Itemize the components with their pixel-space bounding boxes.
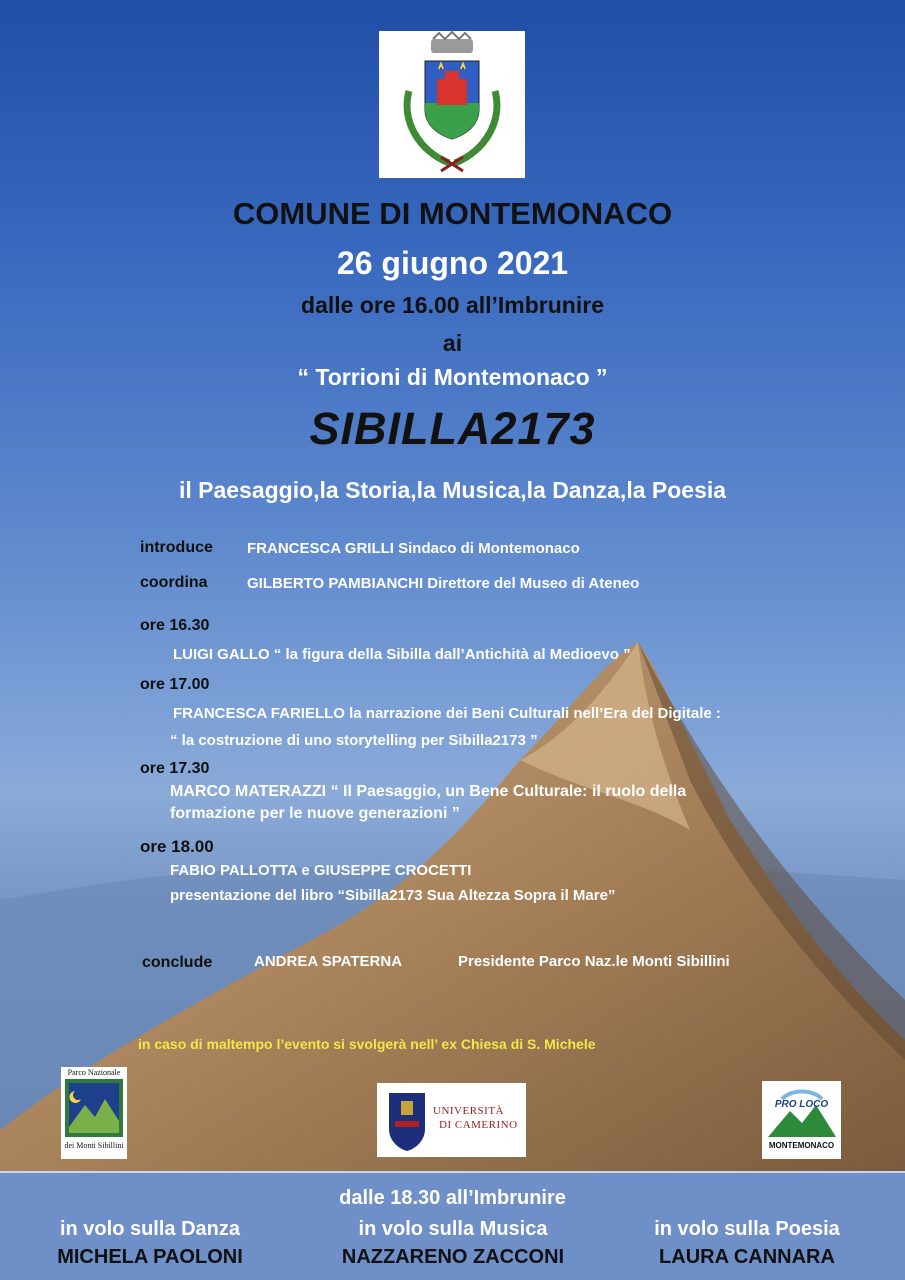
ai-text: ai xyxy=(442,330,463,356)
proloco-logo xyxy=(762,1081,841,1159)
footer-danza-title: in volo sulla Danza xyxy=(59,1218,241,1240)
maltempo-note: in caso di maltempo l’evento si svolgerà nell’ ex Chiesa di S. Michele xyxy=(138,1036,596,1052)
event-time: dalle ore 16.00 all’Imbrunire xyxy=(301,292,604,318)
crest-icon xyxy=(379,31,525,178)
unicam-logo-line2: DI CAMERINO xyxy=(439,1119,518,1131)
conclude-label: conclude xyxy=(142,954,213,971)
footer-band xyxy=(0,1171,905,1280)
crest-logo xyxy=(379,31,525,178)
time-1800: ore 18.00 xyxy=(140,837,214,856)
comune-title: COMUNE DI MONTEMONACO xyxy=(232,196,673,231)
talk-materazzi-1: MARCO MATERAZZI “ Il Paesaggio, un Bene Culturale: il ruolo della xyxy=(170,783,687,800)
unicam-logo xyxy=(377,1083,526,1157)
proloco-logo-line1: PRO LOCO xyxy=(774,1099,829,1110)
event-title: SIBILLA2173 xyxy=(309,403,596,454)
footer-poesia-title: in volo sulla Poesia xyxy=(654,1218,840,1240)
time-1730: ore 17.30 xyxy=(140,760,210,777)
introduce-text: FRANCESCA GRILLI Sindaco di Montemonaco xyxy=(247,540,580,557)
introduce-label: introduce xyxy=(140,539,213,556)
parco-logo-line2: dei Monti Sibillini xyxy=(64,1141,124,1150)
talk-pallotta-1: FABIO PALLOTTA e GIUSEPPE CROCETTI xyxy=(170,862,472,879)
proloco-logo-line2: MONTEMONACO xyxy=(768,1141,835,1150)
talk-pallotta-2: presentazione del libro “Sibilla2173 Sua Altezza Sopra il Mare” xyxy=(170,887,616,904)
conclude-role: Presidente Parco Naz.le Monti Sibillini xyxy=(458,953,730,970)
footer-poesia-name: LAURA CANNARA xyxy=(659,1246,835,1268)
talk-fariello-2: “ la costruzione di uno storytelling per Sibilla2173 ” xyxy=(170,732,538,749)
coordina-label: coordina xyxy=(140,574,208,591)
conclude-name: ANDREA SPATERNA xyxy=(254,953,403,970)
talk-materazzi-2: formazione per le nuove generazioni ” xyxy=(170,805,460,822)
talk-gallo: LUIGI GALLO “ la figura della Sibilla dall’Antichità al Medioevo ” xyxy=(173,646,631,663)
coordina-text: GILBERTO PAMBIANCHI Direttore del Museo di Ateneo xyxy=(247,575,640,592)
footer-musica-title: in volo sulla Musica xyxy=(358,1218,548,1240)
talk-fariello-1: FRANCESCA FARIELLO la narrazione dei Beni Culturali nell’Era del Digitale : xyxy=(173,705,721,722)
parco-logo-icon xyxy=(61,1077,127,1143)
parco-logo-line1: Parco Nazionale xyxy=(67,1068,121,1077)
event-subtitle: il Paesaggio,la Storia,la Musica,la Danza,la Poesia xyxy=(178,477,727,503)
unicam-logo-line1: UNIVERSITÀ xyxy=(433,1105,504,1117)
event-date: 26 giugno 2021 xyxy=(336,245,569,281)
footer-danza-name: MICHELA PAOLONI xyxy=(57,1246,243,1268)
footer-musica-name: NAZZARENO ZACCONI xyxy=(341,1246,565,1268)
footer-time: dalle 18.30 all’Imbrunire xyxy=(339,1187,566,1209)
parco-logo xyxy=(61,1067,127,1159)
time-1630: ore 16.30 xyxy=(140,617,210,634)
time-1700: ore 17.00 xyxy=(140,676,210,693)
event-place: “ Torrioni di Montemonaco ” xyxy=(297,364,608,390)
